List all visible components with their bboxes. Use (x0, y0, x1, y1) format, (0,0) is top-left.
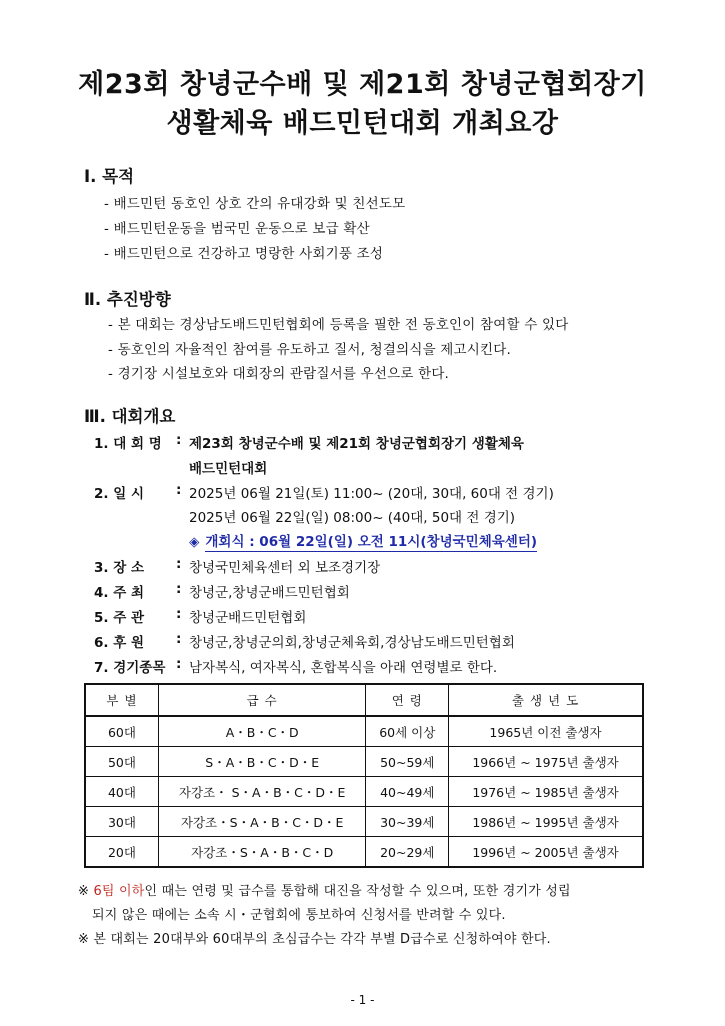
cell-division: 20대 (85, 837, 158, 868)
note-1-line-2: 되지 않은 때에는 소속 시・군협회에 통보하여 신청서를 반려할 수 있다. (92, 908, 506, 923)
sponsor-value: 창녕군,창녕군의회,창녕군체육회,경상남도배드민턴협회 (189, 635, 515, 651)
cell-division: 60대 (85, 716, 158, 747)
table-row (85, 747, 643, 777)
sponsor-label: 6. 후 원 (94, 635, 145, 651)
date-label: 2. 일 시 (94, 486, 145, 502)
cell-grade: 자강조・S・A・B・C・D (158, 837, 365, 868)
page-number: - 1 - (350, 993, 375, 1007)
table-row (85, 837, 643, 868)
host-value: 창녕군,창녕군배드민턴협회 (189, 585, 350, 601)
note-1-prefix: ※ (78, 884, 94, 899)
venue-label: 3. 장 소 (94, 560, 145, 576)
colon: : (176, 581, 182, 597)
cell-age: 40~49세 (366, 777, 449, 807)
section-direction-heading: Ⅱ. 추진방향 (84, 290, 171, 309)
title-line-2: 생활체육 배드민턴대회 개최요강 (166, 108, 559, 139)
host-label: 4. 주 최 (94, 585, 145, 601)
section-overview-heading: Ⅲ. 대회개요 (84, 407, 176, 426)
cell-grade: 자강조・S・A・B・C・D・E (158, 807, 365, 837)
opening-ceremony (189, 530, 537, 550)
note-2: ※ 본 대회는 20대부와 60대부의 초심급수는 각각 부별 D급수로 신청하여야 한다. (78, 932, 551, 947)
organizer-label: 5. 주 관 (94, 610, 145, 626)
colon: : (176, 606, 182, 622)
title-line-1: 제23회 창녕군수배 및 제21회 창녕군협회장기 (78, 69, 647, 100)
purpose-item-1: - 배드민턴 동호인 상호 간의 유대강화 및 친선도모 (104, 196, 406, 212)
cell-grade: 자강조・ S・A・B・C・D・E (158, 777, 365, 807)
cell-age: 50~59세 (366, 747, 449, 777)
cell-division: 40대 (85, 777, 158, 807)
section-purpose-heading: Ⅰ. 목적 (84, 167, 135, 186)
note-1-rest: 인 때는 연령 및 급수를 통합해 대진을 작성할 수 있으며, 또한 경기가 성립 (144, 884, 571, 899)
event-name-value-line-1: 제23회 창녕군수배 및 제21회 창녕군협회장기 생활체육 (189, 436, 524, 452)
event-name-label: 1. 대 회 명 (94, 436, 162, 452)
event-name-value-line-2: 배드민턴대회 (189, 461, 268, 477)
cell-division: 30대 (85, 807, 158, 837)
cell-birth-year: 1966년 ~ 1975년 출생자 (449, 747, 643, 777)
header-birth-year: 출 생 년 도 (449, 684, 643, 716)
organizer-value: 창녕군배드민턴협회 (189, 610, 307, 626)
cell-age: 60세 이상 (366, 716, 449, 747)
cell-birth-year: 1986년 ~ 1995년 출생자 (449, 807, 643, 837)
header-grade: 급 수 (158, 684, 365, 716)
table-row (85, 777, 643, 807)
header-age: 연 령 (366, 684, 449, 716)
colon: : (176, 482, 182, 498)
purpose-item-2: - 배드민턴운동을 범국민 운동으로 보급 확산 (104, 221, 370, 237)
date-value-line-1: 2025년 06월 21일(토) 11:00~ (20대, 30대, 60대 전 경기) (189, 486, 554, 502)
cell-birth-year: 1996년 ~ 2005년 출생자 (449, 837, 643, 868)
purpose-item-3: - 배드민턴으로 건강하고 명랑한 사회기풍 조성 (104, 246, 384, 262)
cell-age: 20~29세 (366, 837, 449, 868)
opening-ceremony-text: 개회식 : 06월 22일(일) 오전 11시(창녕국민체육센터) (205, 534, 538, 550)
colon: : (176, 556, 182, 572)
colon: : (176, 631, 182, 647)
note-1 (78, 880, 571, 899)
cell-grade: A・B・C・D (158, 716, 365, 747)
table-row (85, 716, 643, 747)
table-row (85, 807, 643, 837)
table-header-row (85, 684, 643, 716)
venue-value: 창녕국민체육센터 외 보조경기장 (189, 560, 381, 576)
direction-item-3: - 경기장 시설보호와 대회장의 관람질서를 우선으로 한다. (108, 366, 450, 382)
cell-birth-year: 1976년 ~ 1985년 출생자 (449, 777, 643, 807)
note-1-highlight: 6팀 이하 (93, 884, 145, 899)
date-value-line-2: 2025년 06월 22일(일) 08:00~ (40대, 50대 전 경기) (189, 510, 516, 526)
cell-age: 30~39세 (366, 807, 449, 837)
cell-division: 50대 (85, 747, 158, 777)
events-value: 남자복식, 여자복식, 혼합복식을 아래 연령별로 한다. (189, 660, 498, 676)
header-division: 부 별 (85, 684, 158, 716)
colon: : (176, 656, 182, 672)
direction-item-2: - 동호인의 자율적인 참여를 유도하고 질서, 청결의식을 제고시킨다. (108, 342, 511, 358)
events-label: 7. 경기종목 (94, 660, 166, 676)
diamond-icon: ◈ (189, 534, 200, 550)
colon: : (176, 432, 182, 448)
cell-birth-year: 1965년 이전 출생자 (449, 716, 643, 747)
cell-grade: S・A・B・C・D・E (158, 747, 365, 777)
direction-item-1: - 본 대회는 경상남도배드민턴협회에 등록을 필한 전 동호인이 참여할 수 있다 (108, 317, 569, 333)
grade-table (84, 683, 644, 868)
